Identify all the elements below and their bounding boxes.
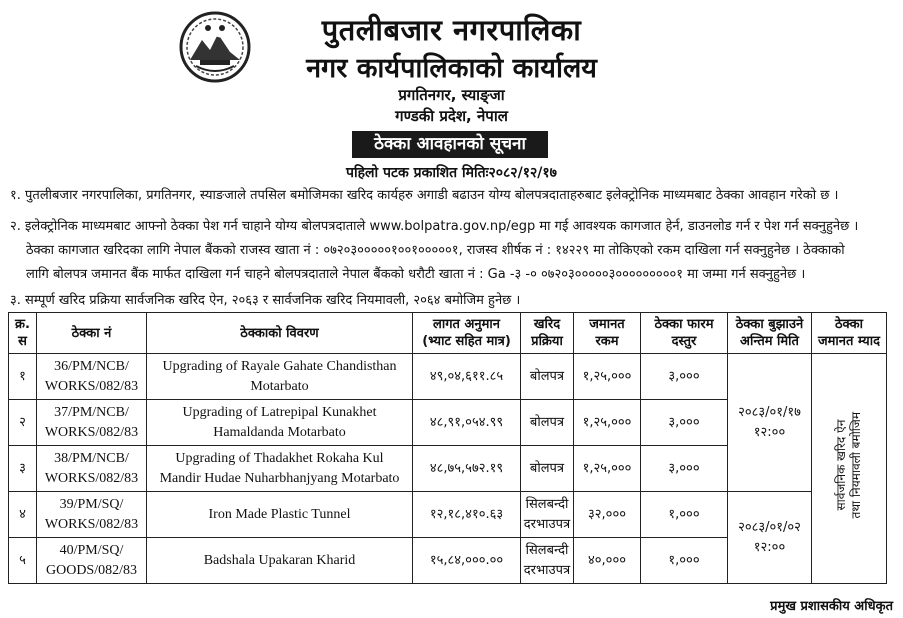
notice-title: ठेक्का आवहानको सूचना (352, 131, 548, 158)
row-fee: १,००० (641, 492, 728, 538)
row-process: बोलपत्र (521, 446, 574, 492)
tender-table (8, 312, 887, 584)
row-fee: ३,००० (641, 400, 728, 446)
table-header-row (9, 313, 887, 354)
row-description: Upgrading of Latrepipal Kunakhet Hamaldanda Motarbato (147, 400, 413, 446)
row-estimate: ४८,९१,०५४.९९ (413, 400, 521, 446)
row-process: बोलपत्र (521, 400, 574, 446)
col-bid-validity: ठेक्का जमानत म्याद (812, 313, 887, 354)
row-fee: ३,००० (641, 446, 728, 492)
row-process: सिलबन्दी दरभाउपत्र (521, 538, 574, 584)
bid-validity-cell: सार्वजनिक खरिद ऐन तथा नियमावली बमोजिम (812, 354, 887, 584)
signer-title: प्रमुख प्रशासकीय अधिकृत (770, 599, 893, 614)
office-name: नगर कार्यपालिकाको कार्यालय (306, 53, 597, 84)
row-security: ३२,००० (574, 492, 641, 538)
col-estimate: लागत अनुमान (भ्याट सहित मात्र) (413, 313, 521, 354)
row-description: Upgrading of Rayale Gahate Chandisthan Motarbato (147, 354, 413, 400)
paragraph-3: ३. सम्पूर्ण खरिद प्रक्रिया सार्वजनिक खरिद ऐन, २०६३ र सार्वजनिक खरिद नियमावली, २०६४ बमोजिम हुनेछ । (10, 293, 521, 308)
row-estimate: १५,८४,०००.०० (413, 538, 521, 584)
publish-date: पहिलो पटक प्रकाशित मितिः२०८२/१२/१७ (346, 165, 557, 181)
table-row (9, 354, 887, 400)
row-sn: ४ (9, 492, 37, 538)
row-security: १,२५,००० (574, 354, 641, 400)
row-estimate: ४८,७५,५७२.१९ (413, 446, 521, 492)
row-description: Badshala Upakaran Kharid (147, 538, 413, 584)
row-process: सिलबन्दी दरभाउपत्र (521, 492, 574, 538)
row-sn: ३ (9, 446, 37, 492)
row-estimate: १२,१८,४१०.६३ (413, 492, 521, 538)
col-sn: क्र. स (9, 313, 37, 354)
deadline-group-2: २०८३/०१/०२ १२:०० (728, 492, 812, 584)
row-contract-no: 40/PM/SQ/ GOODS/082/83 (37, 538, 147, 584)
row-security: १,२५,००० (574, 400, 641, 446)
row-estimate: ४९,०४,६११.८५ (413, 354, 521, 400)
col-security: जमानत रकम (574, 313, 641, 354)
row-security: ४०,००० (574, 538, 641, 584)
paragraph-2: २. इलेक्ट्रोनिक माध्यमबाट आफ्नो ठेक्का पेश गर्न चाहाने योग्य बोलपत्रदाताले www.bolpatra.gov.np/egp मा गई आवश्यक कागजात हेर्न, डाउनलोड गर्न र पेश गर्न सक्नुहुनेछ । (10, 219, 859, 234)
row-contract-no: 38/PM/NCB/ WORKS/082/83 (37, 446, 147, 492)
row-sn: ५ (9, 538, 37, 584)
row-description: Iron Made Plastic Tunnel (147, 492, 413, 538)
row-sn: २ (9, 400, 37, 446)
paragraph-1: १. पुतलीबजार नगरपालिका, प्रगतिनगर, स्याङजाले तपसिल बमोजिमका खरिद कार्यहरु अगाडी बढाउन योग्य बोलपत्रदाताहरुबाट इलेक्ट्रोनिक माध्यमबाट ठेक्का आवहान गरेको छ । (10, 188, 839, 203)
paragraph-2-line-3: लागि बोलपत्र जमानत बैंक मार्फत दाखिला गर्न चाहने बोलपत्रदाताले नेपाल बैंकको धरौटी खाता नं : Ga -३ -० ०७२०३०००००३०००००००००१ मा जम्मा गर्न सक्नुहुनेछ । (26, 267, 806, 282)
row-process: बोलपत्र (521, 354, 574, 400)
col-form-fee: ठेक्का फारम दस्तुर (641, 313, 728, 354)
address-line-2: गण्डकी प्रदेश, नेपाल (395, 107, 508, 125)
table-row (9, 492, 887, 538)
row-contract-no: 39/PM/SQ/ WORKS/082/83 (37, 492, 147, 538)
municipality-name: पुतलीबजार नगरपालिका (321, 13, 582, 47)
row-description: Upgrading of Thadakhet Rokaha Kul Mandir Hudae Nuharbhanjyang Motarbato (147, 446, 413, 492)
row-security: १,२५,००० (574, 446, 641, 492)
row-fee: १,००० (641, 538, 728, 584)
deadline-group-1: २०८३/०१/१७ १२:०० (728, 354, 812, 492)
row-sn: १ (9, 354, 37, 400)
col-contract-no: ठेक्का नं (37, 313, 147, 354)
row-contract-no: 36/PM/NCB/ WORKS/082/83 (37, 354, 147, 400)
row-fee: ३,००० (641, 354, 728, 400)
address-line-1: प्रगतिनगर, स्याङ्जा (398, 86, 505, 104)
col-description: ठेक्काको विवरण (147, 313, 413, 354)
paragraph-2-line-2: ठेक्का कागजात खरिदका लागि नेपाल बैंकको राजस्व खाता नं : ०७२०३०००००१००१०००००१, राजस्व शीर्षक नं : १४२२९ मा तोकिएको रकम दाखिला गर्न सक्नुहुनेछ । ठेक्काको (26, 243, 845, 258)
col-procurement: खरिद प्रक्रिया (521, 313, 574, 354)
row-contract-no: 37/PM/NCB/ WORKS/082/83 (37, 400, 147, 446)
col-deadline: ठेक्का बुझाउने अन्तिम मिति (728, 313, 812, 354)
